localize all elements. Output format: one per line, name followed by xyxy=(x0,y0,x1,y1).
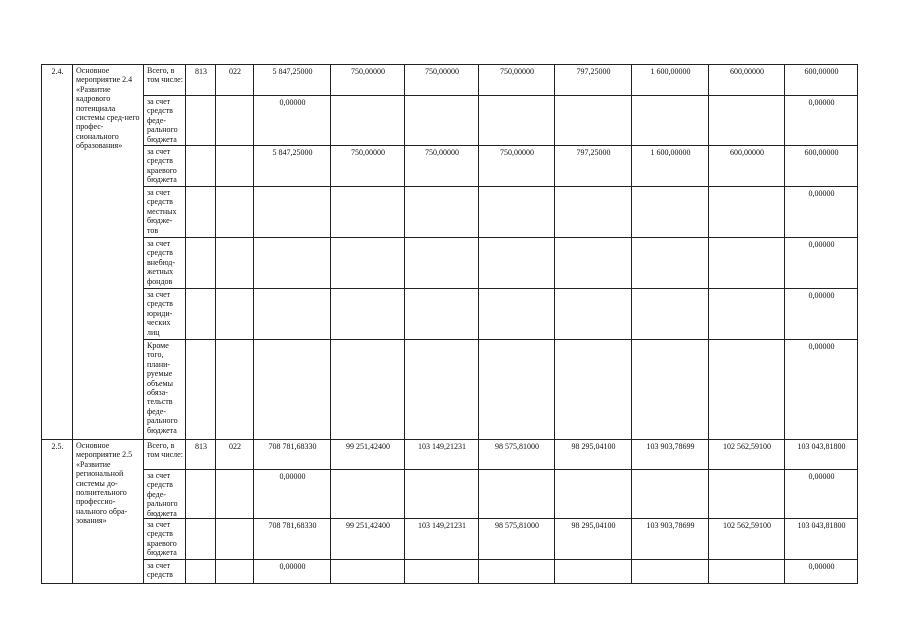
amount-cell xyxy=(254,340,331,440)
amount-cell: 0,00000 xyxy=(254,96,331,146)
amount-cell xyxy=(331,289,405,340)
amount-cell xyxy=(632,560,709,584)
amount-cell xyxy=(555,96,632,146)
amount-cell xyxy=(479,340,555,440)
amount-cell: 99 251,42400 xyxy=(331,440,405,470)
amount-cell: 708 781,68330 xyxy=(254,519,331,560)
amount-cell: 750,00000 xyxy=(479,65,555,96)
amount-cell xyxy=(632,96,709,146)
grbs-code xyxy=(186,340,216,440)
amount-cell: 103 903,78699 xyxy=(632,519,709,560)
amount-cell xyxy=(709,340,785,440)
section-code xyxy=(216,470,254,519)
activity-name: Основное мероприятие 2.4 «Развитие кадрового потенциала системы сред-него профес-сионального образования» xyxy=(73,65,144,440)
section-code xyxy=(216,146,254,187)
amount-cell xyxy=(331,560,405,584)
amount-cell xyxy=(254,238,331,289)
amount-cell xyxy=(632,238,709,289)
amount-cell xyxy=(632,289,709,340)
amount-cell: 750,00000 xyxy=(479,146,555,187)
activity-name: Основное мероприятие 2.5 «Развитие региональной системы до-полнительного профессио-нального обра-зования» xyxy=(73,440,144,584)
amount-cell xyxy=(405,470,479,519)
grbs-code xyxy=(186,96,216,146)
amount-cell: 600,00000 xyxy=(709,146,785,187)
section-code xyxy=(216,289,254,340)
amount-cell: 98 575,81000 xyxy=(479,519,555,560)
amount-cell: 797,25000 xyxy=(555,65,632,96)
grbs-code xyxy=(186,519,216,560)
amount-cell: 0,00000 xyxy=(785,96,858,146)
table-row xyxy=(42,470,858,519)
section-code: 022 xyxy=(216,65,254,96)
amount-cell: 103 903,78699 xyxy=(632,440,709,470)
funding-source-label: Всего, в том числе: xyxy=(144,65,186,96)
amount-cell: 103 149,21231 xyxy=(405,519,479,560)
amount-cell xyxy=(331,238,405,289)
amount-cell xyxy=(479,470,555,519)
row-number: 2.5. xyxy=(42,440,73,584)
section-code xyxy=(216,340,254,440)
table-row xyxy=(42,238,858,289)
amount-cell xyxy=(479,96,555,146)
table-row xyxy=(42,340,858,440)
amount-cell: 103 043,81800 xyxy=(785,440,858,470)
amount-cell: 0,00000 xyxy=(785,289,858,340)
grbs-code: 813 xyxy=(186,65,216,96)
grbs-code: 813 xyxy=(186,440,216,470)
amount-cell xyxy=(405,340,479,440)
amount-cell: 0,00000 xyxy=(785,238,858,289)
grbs-code xyxy=(186,560,216,584)
amount-cell: 0,00000 xyxy=(785,340,858,440)
amount-cell: 0,00000 xyxy=(785,187,858,238)
section-code xyxy=(216,519,254,560)
grbs-code xyxy=(186,470,216,519)
funding-source-label: за счет средств феде-рального бюджета xyxy=(144,96,186,146)
table-row xyxy=(42,560,858,584)
amount-cell xyxy=(709,289,785,340)
amount-cell: 0,00000 xyxy=(785,560,858,584)
amount-cell: 750,00000 xyxy=(331,65,405,96)
amount-cell xyxy=(479,187,555,238)
funding-source-label: за счет средств юриди-ческих лиц xyxy=(144,289,186,340)
amount-cell xyxy=(632,470,709,519)
funding-source-label: Всего, в том числе: xyxy=(144,440,186,470)
amount-cell: 600,00000 xyxy=(785,146,858,187)
amount-cell: 98 575,81000 xyxy=(479,440,555,470)
section-code: 022 xyxy=(216,440,254,470)
amount-cell xyxy=(254,289,331,340)
amount-cell xyxy=(709,238,785,289)
amount-cell xyxy=(555,560,632,584)
funding-source-label: за счет средств краевого бюджета xyxy=(144,519,186,560)
table-row xyxy=(42,96,858,146)
amount-cell: 600,00000 xyxy=(785,65,858,96)
amount-cell xyxy=(479,289,555,340)
amount-cell xyxy=(709,560,785,584)
amount-cell: 0,00000 xyxy=(785,470,858,519)
amount-cell: 0,00000 xyxy=(254,560,331,584)
funding-source-label: за счет средств местных бюдже-тов xyxy=(144,187,186,238)
amount-cell: 5 847,25000 xyxy=(254,65,331,96)
amount-cell xyxy=(331,470,405,519)
amount-cell xyxy=(331,96,405,146)
amount-cell xyxy=(331,340,405,440)
amount-cell xyxy=(405,238,479,289)
table-row xyxy=(42,65,858,96)
amount-cell xyxy=(555,340,632,440)
amount-cell: 708 781,68330 xyxy=(254,440,331,470)
funding-source-label: за счет средств внебюд-жетных фондов xyxy=(144,238,186,289)
amount-cell xyxy=(709,470,785,519)
amount-cell xyxy=(709,96,785,146)
section-code xyxy=(216,560,254,584)
amount-cell: 1 600,00000 xyxy=(632,65,709,96)
amount-cell xyxy=(405,289,479,340)
amount-cell: 600,00000 xyxy=(709,65,785,96)
table-row xyxy=(42,440,858,470)
grbs-code xyxy=(186,146,216,187)
amount-cell xyxy=(479,560,555,584)
grbs-code xyxy=(186,238,216,289)
amount-cell: 99 251,42400 xyxy=(331,519,405,560)
budget-table xyxy=(41,64,858,584)
funding-source-label: Кроме того, плани-руемые объемы обяза-тельств феде-рального бюджета xyxy=(144,340,186,440)
amount-cell xyxy=(555,470,632,519)
amount-cell: 98 295,04100 xyxy=(555,519,632,560)
amount-cell: 750,00000 xyxy=(405,146,479,187)
amount-cell: 5 847,25000 xyxy=(254,146,331,187)
amount-cell: 103 149,21231 xyxy=(405,440,479,470)
amount-cell: 1 600,00000 xyxy=(632,146,709,187)
section-code xyxy=(216,96,254,146)
grbs-code xyxy=(186,187,216,238)
table-row xyxy=(42,519,858,560)
amount-cell xyxy=(555,289,632,340)
amount-cell xyxy=(405,96,479,146)
amount-cell: 98 295,04100 xyxy=(555,440,632,470)
table-row xyxy=(42,187,858,238)
table-row xyxy=(42,289,858,340)
amount-cell xyxy=(254,187,331,238)
amount-cell: 102 562,59100 xyxy=(709,440,785,470)
amount-cell: 102 562,59100 xyxy=(709,519,785,560)
amount-cell xyxy=(709,187,785,238)
amount-cell: 0,00000 xyxy=(254,470,331,519)
section-code xyxy=(216,187,254,238)
funding-source-label: за счет средств краевого бюджета xyxy=(144,146,186,187)
amount-cell xyxy=(555,187,632,238)
row-number: 2.4. xyxy=(42,65,73,440)
amount-cell: 797,25000 xyxy=(555,146,632,187)
section-code xyxy=(216,238,254,289)
amount-cell: 750,00000 xyxy=(331,146,405,187)
amount-cell xyxy=(479,238,555,289)
amount-cell xyxy=(632,340,709,440)
amount-cell: 750,00000 xyxy=(405,65,479,96)
amount-cell xyxy=(555,238,632,289)
table-body xyxy=(42,65,858,584)
amount-cell xyxy=(632,187,709,238)
amount-cell xyxy=(405,560,479,584)
amount-cell xyxy=(405,187,479,238)
grbs-code xyxy=(186,289,216,340)
funding-source-label: за счет средств феде-рального бюджета xyxy=(144,470,186,519)
funding-source-label: за счет средств xyxy=(144,560,186,584)
amount-cell xyxy=(331,187,405,238)
table-row xyxy=(42,146,858,187)
amount-cell: 103 043,81800 xyxy=(785,519,858,560)
